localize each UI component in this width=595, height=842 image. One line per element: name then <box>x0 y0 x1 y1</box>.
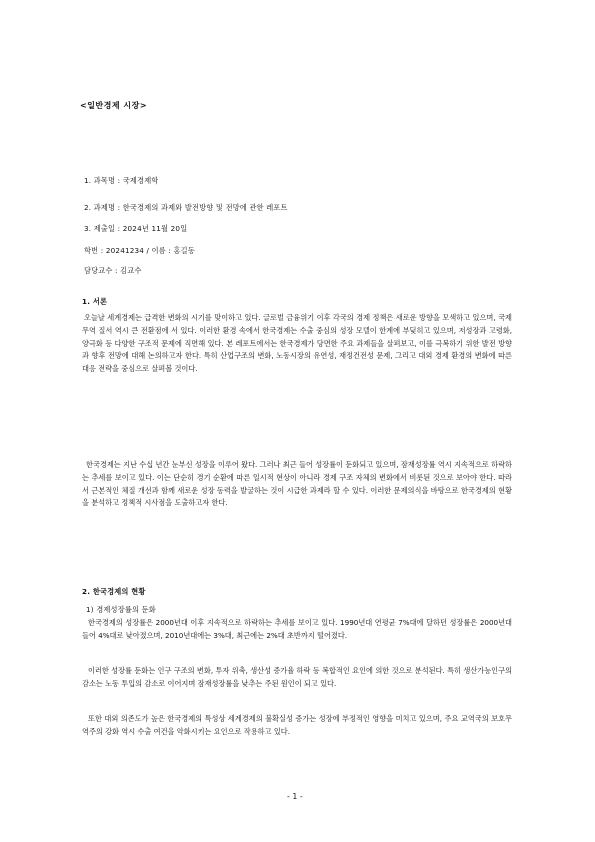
section-heading-intro: 1. 서론 <box>82 297 108 306</box>
intro-paragraph-1: 오늘날 세계경제는 급격한 변화의 시기를 맞이하고 있다. 글로벌 금융위기 이후 각국의 경제 정책은 새로운 방향을 모색하고 있으며, 국제 무역 질서 역시 큰 전환점에 서 있다. 이러한 환경 속에서 한국경제는 수출 중심의 성장 모델이 한계에 부딪히고 있으며, 저성장과 고령화, 양극화 등 다양한 구조적 문제에 직면해 있다. 본 레포트에서는 한국경제가 당면한 주요 과제들을 살펴보고, 이를 극복하기 위한 발전 방향과 향후 전망에 대해 논의하고자 한다. 특히 산업구조의 변화, 노동시장의 유연성, 재정건전성 문제, 그리고 대외 경제 환경의 변화에 따른 대응 전략을 중심으로 살펴볼 것이다. <box>82 313 512 374</box>
student-info-line: 학번 : 20241234 / 이름 : 홍길동 <box>84 246 195 255</box>
date-info-line: 3. 제출일 : 2024년 11월 20일 <box>84 224 188 233</box>
assignment-info-line: 2. 과제명 : 한국경제의 과제와 발전방향 및 전망에 관한 레포트 <box>84 203 288 212</box>
intro-paragraph-2: 한국경제는 지난 수십 년간 눈부신 성장을 이루어 왔다. 그러나 최근 들어 성장률이 둔화되고 있으며, 잠재성장률 역시 지속적으로 하락하는 추세를 보이고 있다. 이는 단순히 경기 순환에 따른 일시적 현상이 아니라 경제 구조 자체의 변화에서 비롯된 것으로 보아야 한다. 따라서 근본적인 체질 개선과 함께 새로운 성장 동력을 발굴하는 것이 시급한 과제라 할 수 있다. 이러한 문제의식을 바탕으로 한국경제의 현황을 분석하고 정책적 시사점을 도출하고자 한다. <box>82 460 512 508</box>
document-title: <일반경제 시장> <box>80 101 148 110</box>
course-info-line: 1. 과목명 : 국제경제학 <box>84 176 159 185</box>
subsection-heading-growth: 1) 경제성장률의 둔화 <box>86 605 156 614</box>
section-heading-status: 2. 한국경제의 현황 <box>82 587 146 596</box>
professor-info-line: 담당교수 : 김교수 <box>84 266 142 275</box>
page-number: - 1 - <box>287 792 303 801</box>
status-paragraph-3: 또한 대외 의존도가 높은 한국경제의 특성상 세계경제의 불확실성 증가는 성장에 부정적인 영향을 미치고 있으며, 주요 교역국의 보호무역주의 강화 역시 수출 여건을 악화시키는 요인으로 작용하고 있다. <box>82 714 512 736</box>
status-paragraph-2: 이러한 성장률 둔화는 인구 구조의 변화, 투자 위축, 생산성 증가율 하락 등 복합적인 요인에 의한 것으로 분석된다. 특히 생산가능인구의 감소는 노동 투입의 감소로 이어지며 잠재성장률을 낮추는 주된 원인이 되고 있다. <box>82 666 512 688</box>
status-paragraph-1: 한국경제의 성장률은 2000년대 이후 지속적으로 하락하는 추세를 보이고 있다. 1990년대 연평균 7%대에 달하던 성장률은 2000년대 들어 4%대로 낮아졌으며, 2010년대에는 3%대, 최근에는 2%대 초반까지 떨어졌다. <box>82 618 512 640</box>
